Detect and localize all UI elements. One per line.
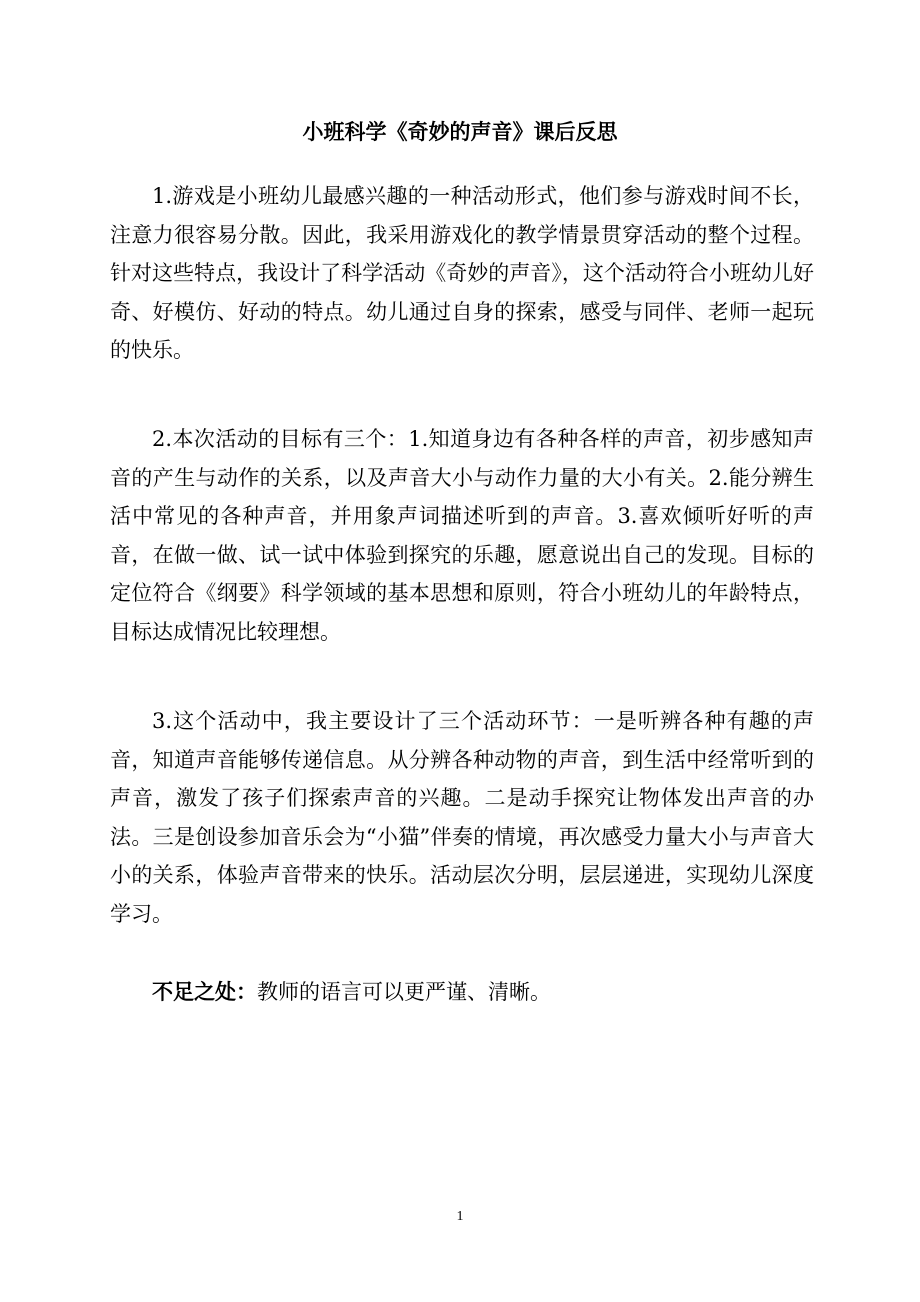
- page-number: 1: [456, 1209, 464, 1224]
- shortcoming-text: 教师的语言可以更严谨、清晰。: [257, 980, 551, 1004]
- paragraph-1: 1.游戏是小班幼儿最感兴趣的一种活动形式，他们参与游戏时间不长，注意力很容易分散。因此，我采用游戏化的教学情景贯穿活动的整个过程。针对这些特点，我设计了科学活动《奇妙的声音》，这个活动符合小班幼儿好奇、好模仿、好动的特点。幼儿通过自身的探索，感受与同伴、老师一起玩的快乐。: [110, 184, 814, 362]
- document-title: 小班科学《奇妙的声音》课后反思: [302, 120, 618, 144]
- paragraph-3: 3.这个活动中，我主要设计了三个活动环节：一是听辨各种有趣的声音，知道声音能够传递信息。从分辨各种动物的声音，到生活中经常听到的声音，激发了孩子们探索声音的兴趣。二是动手探究让物体发出声音的办法。三是创设参加音乐会为“小猫”伴奏的情境，再次感受力量大小与声音大小的关系，体验声音带来的快乐。活动层次分明，层层递进，实现幼儿深度学习。: [110, 709, 814, 926]
- shortcoming-paragraph: [110, 973, 814, 1012]
- shortcoming-label: 不足之处：: [152, 980, 257, 1004]
- paragraph-2: 2.本次活动的目标有三个：1.知道身边有各种各样的声音，初步感知声音的产生与动作的关系，以及声音大小与动作力量的大小有关。2.能分辨生活中常见的各种声音，并用象声词描述听到的声音。3.喜欢倾听好听的声音，在做一做、试一试中体验到探究的乐趣，愿意说出自己的发现。目标的定位符合《纲要》科学领域的基本思想和原则，符合小班幼儿的年龄特点，目标达成情况比较理想。: [110, 427, 814, 644]
